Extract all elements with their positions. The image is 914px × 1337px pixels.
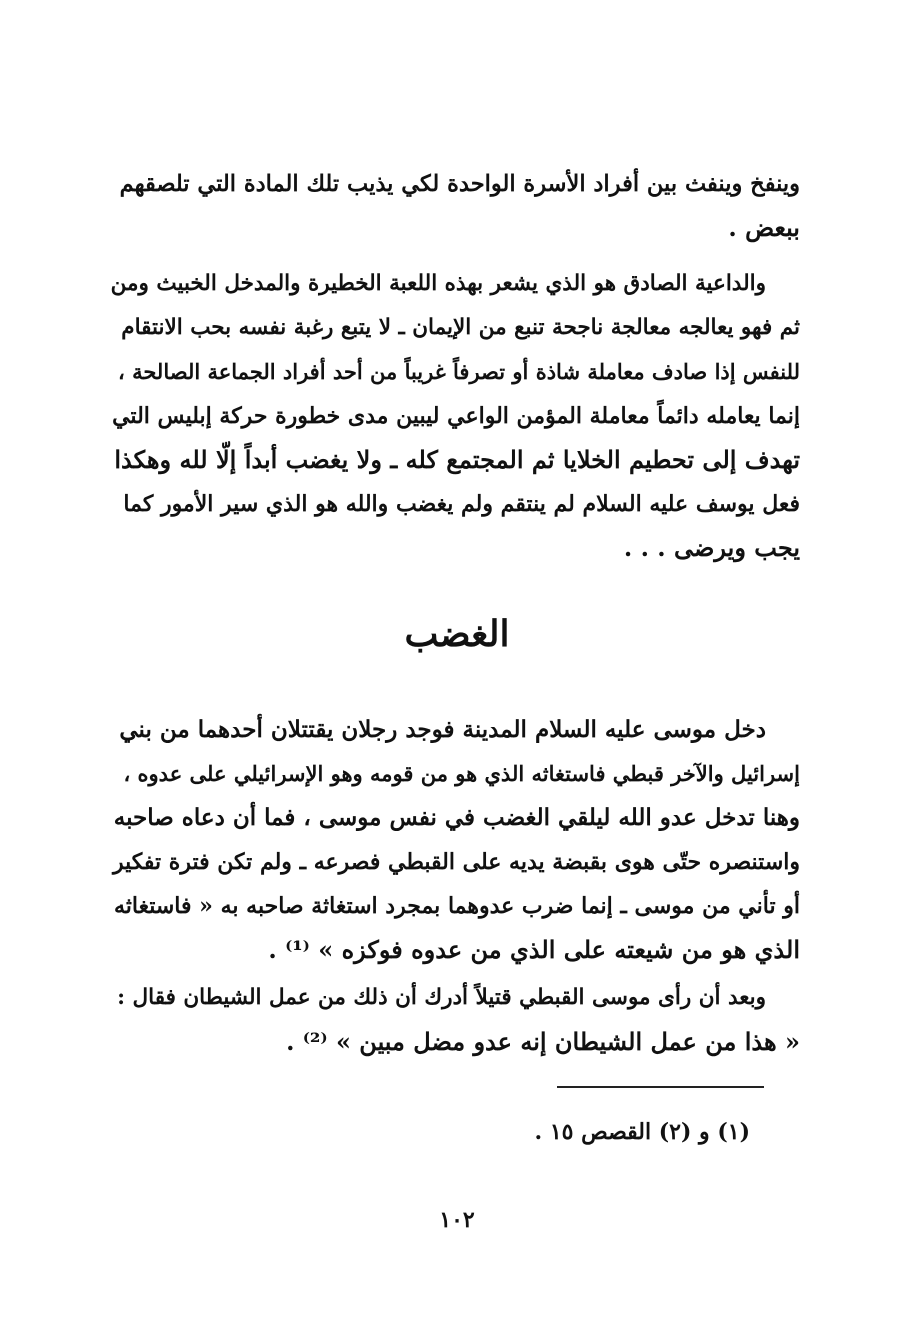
paragraph-line: إنما يعامله دائماً معاملة المؤمن الواعي ليبين مدى خطورة حركة إبليس التي [112,403,800,429]
paragraph-line: « هذا من عمل الشيطان إنه عدو مضل مبين » ⁽²⁾ . [286,1027,800,1056]
paragraph-4 [110,976,800,1064]
paragraph-line: إسرائيل والآخر قبطي فاستغاثه الذي هو من قومه وهو الإسرائيلي على عدوه ، [123,761,800,786]
paragraph-line: أو تأني من موسى ـ إنما ضرب عدوهما بمجرد استغاثة صاحبه به « فاستغاثه [113,893,800,919]
paragraph-line: للنفس إذا صادف معاملة شاذة أو تصرفاً غريباً من أحد أفراد الجماعة الصالحة ، [118,359,800,384]
paragraph-line: وهنا تدخل عدو الله ليلقي الغضب في نفس موسى ، فما أن دعاه صاحبه [113,804,800,831]
paragraph-line: تهدف إلى تحطيم الخلايا ثم المجتمع كله ـ ولا يغضب أبداً إلّا لله وهكذا [114,445,800,474]
paragraph-line: والداعية الصادق هو الذي يشعر بهذه اللعبة الخطيرة والمدخل الخبيث ومن [110,271,766,296]
paragraph-line: ببعض . [728,213,800,242]
footnote-separator [557,1086,764,1088]
paragraph-line: ثم فهو يعالجه معالجة ناجحة تنبع من الإيمان ـ لا يتبع رغبة نفسه بحب الانتقام [121,315,800,340]
paragraph-3 [110,708,800,972]
paragraph-line: دخل موسى عليه السلام المدينة فوجد رجلان يقتتلان أحدهما من بني [119,716,766,743]
paragraph-line: يجب ويرضى . . . [623,533,800,562]
paragraph-line: الذي هو من شيعته على الذي من عدوه فوكزه » ⁽¹⁾ . [268,935,800,964]
footnote: (١) و (٢) القصص ١٥ . [534,1119,750,1145]
section-heading: الغضب [404,613,510,655]
paragraph-2 [110,262,800,570]
paragraph-1 [110,162,800,250]
paragraph-line: واستنصره حتّى هوى بقبضة يديه على القبطي فصرعه ـ ولم تكن فترة تفكير [112,849,800,875]
paragraph-line: فعل يوسف عليه السلام لم ينتقم ولم يغضب والله هو الذي سير الأمور كما [123,491,800,517]
paragraph-line: وينفخ وينفث بين أفراد الأسرة الواحدة لكي يذيب تلك المادة التي تلصقهم [119,171,800,197]
page-number: ١٠٢ [439,1207,475,1233]
paragraph-line: وبعد أن رأى موسى القبطي قتيلاً أدرك أن ذلك من عمل الشيطان فقال : [117,985,766,1010]
